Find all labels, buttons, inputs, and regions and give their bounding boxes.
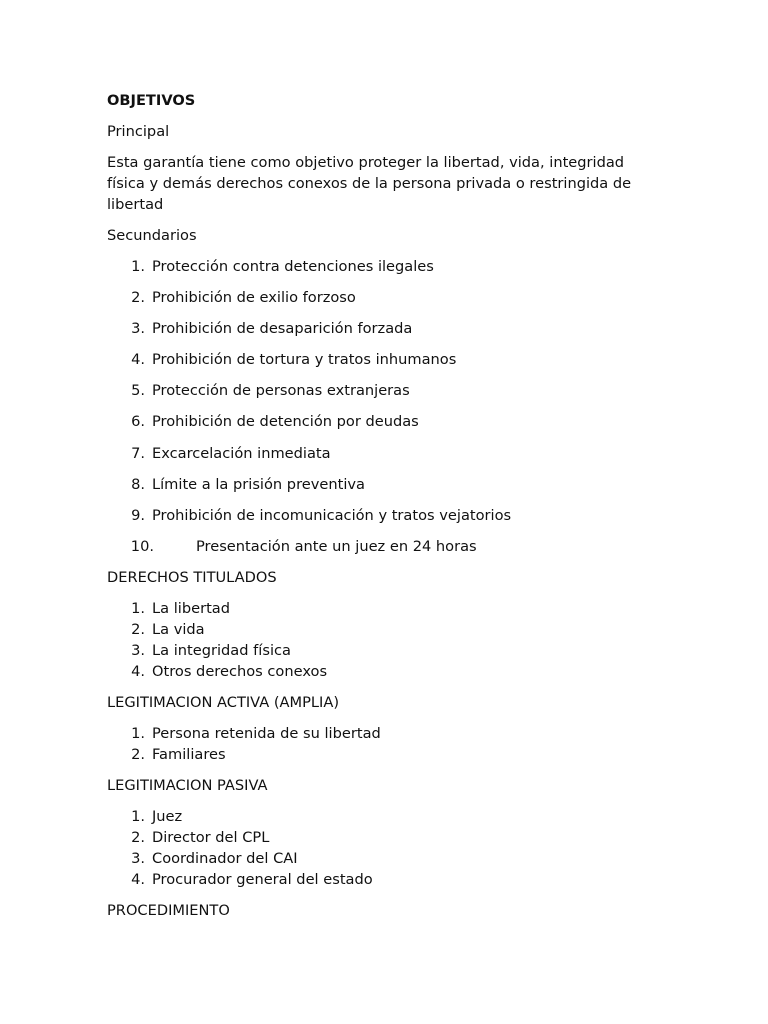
heading-objetivos: OBJETIVOS	[107, 92, 196, 109]
label-derechos-titulados: DERECHOS TITULADOS	[107, 569, 277, 586]
list-item: Prohibición de detención por deudas	[152, 413, 419, 430]
list-item: Juez	[152, 808, 183, 825]
list-number: 3.	[131, 642, 145, 659]
label-principal: Principal	[107, 123, 170, 140]
label-secundarios: Secundarios	[107, 227, 197, 244]
list-number: 4.	[131, 871, 145, 888]
list-number: 7.	[131, 445, 145, 462]
principal-paragraph	[107, 152, 667, 215]
list-item: Límite a la prisión preventiva	[152, 476, 365, 493]
list-item: Protección contra detenciones ilegales	[152, 258, 434, 275]
label-legitimacion-activa: LEGITIMACION ACTIVA (AMPLIA)	[107, 694, 340, 711]
principal-line-1: Esta garantía tiene como objetivo proteger la libertad, vida, integridad	[107, 154, 625, 171]
principal-line-2: física y demás derechos conexos de la persona privada o restringida de	[107, 175, 632, 192]
list-item: Familiares	[152, 746, 226, 763]
list-number: 1.	[131, 600, 145, 617]
list-item: Presentación ante un juez en 24 horas	[196, 538, 477, 555]
list-item: Prohibición de desaparición forzada	[152, 320, 413, 337]
list-number: 2.	[131, 621, 145, 638]
list-number: 3.	[131, 320, 145, 337]
list-number: 4.	[131, 351, 145, 368]
list-number: 2.	[131, 289, 145, 306]
list-item: Persona retenida de su libertad	[152, 725, 381, 742]
list-item: Director del CPL	[152, 829, 270, 846]
list-item: La vida	[152, 621, 205, 638]
list-number: 1.	[131, 725, 145, 742]
list-number: 5.	[131, 382, 145, 399]
list-number: 10.	[130, 538, 154, 555]
list-item: Excarcelación inmediata	[152, 445, 331, 462]
list-item: Prohibición de incomunicación y tratos vejatorios	[152, 507, 512, 524]
list-number: 8.	[131, 476, 145, 493]
list-item: Prohibición de exilio forzoso	[152, 289, 356, 306]
list-item: Procurador general del estado	[152, 871, 373, 888]
list-item: Prohibición de tortura y tratos inhumanos	[152, 351, 457, 368]
list-number: 1.	[131, 808, 145, 825]
list-item: Coordinador del CAI	[152, 850, 298, 867]
list-number: 3.	[131, 850, 145, 867]
label-procedimiento: PROCEDIMIENTO	[107, 902, 230, 919]
list-item: Otros derechos conexos	[152, 663, 328, 680]
list-item: La libertad	[152, 600, 230, 617]
list-number: 1.	[131, 258, 145, 275]
list-item: Protección de personas extranjeras	[152, 382, 410, 399]
list-number: 2.	[131, 829, 145, 846]
label-legitimacion-pasiva: LEGITIMACION PASIVA	[107, 777, 268, 794]
list-number: 6.	[131, 413, 145, 430]
list-number: 9.	[131, 507, 145, 524]
list-number: 2.	[131, 746, 145, 763]
principal-line-3: libertad	[107, 196, 164, 213]
list-item: La integridad física	[152, 642, 291, 659]
list-number: 4.	[131, 663, 145, 680]
